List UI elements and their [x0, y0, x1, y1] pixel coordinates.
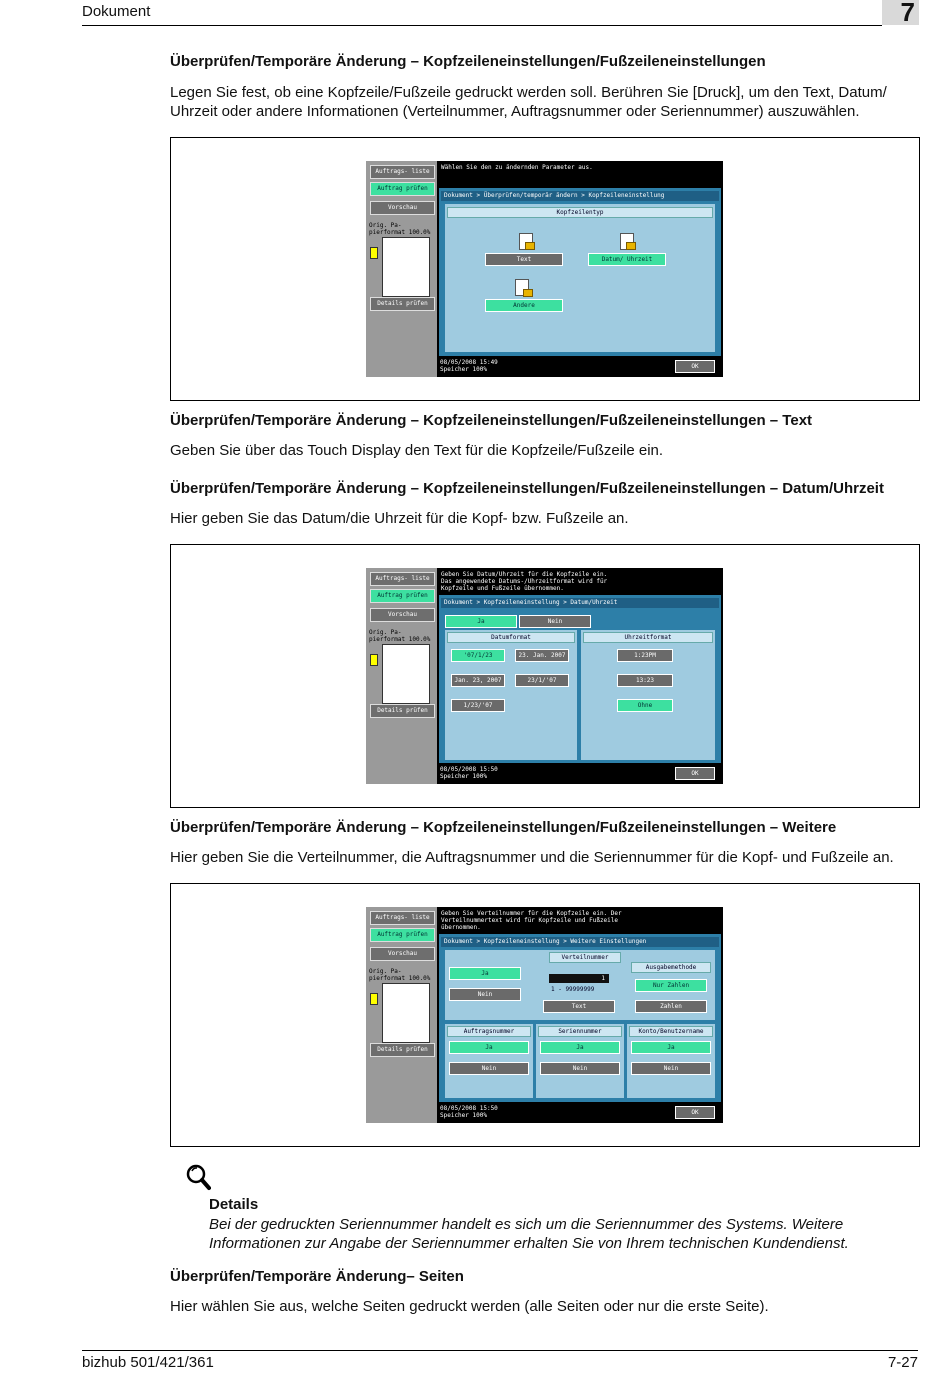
distribution-no-button[interactable]: Nein	[449, 988, 521, 1001]
account-title: Konto/Benutzername	[629, 1026, 713, 1037]
content-panel	[445, 204, 715, 352]
text-button[interactable]: Text	[543, 1000, 615, 1013]
distribution-yes-button[interactable]: Ja	[449, 967, 521, 980]
date-format-option[interactable]: 23. Jan. 2007	[515, 649, 569, 662]
date-format-option[interactable]: Jan. 23, 2007	[451, 674, 505, 687]
left-panel	[366, 161, 437, 377]
check-job-button[interactable]: Auftrag prüfen	[370, 928, 435, 942]
prefixed-numbers-button[interactable]: Zahlen	[635, 1000, 707, 1013]
page-preview	[382, 983, 430, 1043]
job-number-panel	[445, 1024, 533, 1098]
running-header-title: Dokument	[82, 3, 151, 20]
distribution-panel	[445, 950, 715, 1020]
counter-range: 1 - 99999999	[551, 986, 595, 993]
figure-frame	[170, 544, 920, 808]
section-heading: Überprüfen/Temporäre Änderung – Kopfzeileneinstellungen/Fußzeileneinstellungen – Text	[170, 412, 813, 429]
zoom-readout: Orig. Pa- pierformat 100.0%	[369, 968, 431, 982]
date-format-panel	[445, 630, 577, 760]
header-rule	[82, 25, 882, 26]
section-heading: Überprüfen/Temporäre Änderung – Kopfzeileneinstellungen/Fußzeileneinstellungen – Datum/Uhrzeit	[170, 480, 884, 497]
section-text: Hier geben Sie die Verteilnummer, die Auftragsnummer und die Seriennummer für die Kopf- und Fußzeile an.	[170, 849, 894, 866]
job-list-button[interactable]: Auftrags- liste	[370, 165, 435, 179]
preview-button[interactable]: Vorschau	[370, 201, 435, 215]
section-title: Kopfzeilentyp	[447, 207, 713, 218]
touch-screen	[366, 161, 723, 377]
check-details-button[interactable]: Details prüfen	[370, 1043, 435, 1057]
date-format-option[interactable]: 1/23/'07	[451, 699, 505, 712]
serial-number-panel	[536, 1024, 624, 1098]
details-text: Bei der gedruckten Seriennummer handelt es sich um die Seriennummer des Systems. Weitere Informationen zur Angabe der Seriennummer erhalten Sie von Ihrem technischen Kundendienst.	[209, 1216, 849, 1252]
distribution-title: Verteilnummer	[549, 952, 621, 963]
page-preview	[382, 644, 430, 704]
other-button[interactable]: Andere	[485, 299, 563, 312]
tray-icon	[370, 993, 378, 1005]
figure-frame	[170, 883, 920, 1147]
counter-display[interactable]: 1	[549, 974, 609, 983]
footer-rule	[82, 1350, 918, 1351]
date-format-option[interactable]: '07/1/23	[451, 649, 505, 662]
section-text: Hier wählen Sie aus, welche Seiten gedruckt werden (alle Seiten oder nur die erste Seite).	[170, 1298, 769, 1315]
message-bar: Geben Sie Verteilnummer für die Kopfzeile ein. Der Verteilnummertext wird für Kopfzeile und Fußzeile übernommen.	[441, 910, 622, 931]
account-no-button[interactable]: Nein	[631, 1062, 711, 1075]
check-job-button[interactable]: Auftrag prüfen	[370, 182, 435, 196]
job-number-no-button[interactable]: Nein	[449, 1062, 529, 1075]
preview-button[interactable]: Vorschau	[370, 947, 435, 961]
time-format-title: Uhrzeitformat	[583, 632, 713, 643]
status-bar: 08/05/2008 15:50 Speicher 100%	[440, 766, 498, 780]
account-panel	[627, 1024, 715, 1098]
section-text: Geben Sie über das Touch Display den Text für die Kopfzeile/Fußzeile ein.	[170, 442, 664, 459]
numbers-only-button[interactable]: Nur Zahlen	[635, 979, 707, 992]
hand-icon	[626, 242, 636, 250]
section-text-line: Uhrzeit oder andere Informationen (Verteilnummer, Auftragsnummer oder Seriennummer) auszuwählen.	[170, 103, 860, 120]
date-format-option[interactable]: 23/1/'07	[515, 674, 569, 687]
status-bar: 08/05/2008 15:50 Speicher 100%	[440, 1105, 498, 1119]
serial-number-no-button[interactable]: Nein	[540, 1062, 620, 1075]
account-yes-button[interactable]: Ja	[631, 1041, 711, 1054]
yes-button[interactable]: Ja	[445, 615, 517, 628]
check-details-button[interactable]: Details prüfen	[370, 704, 435, 718]
zoom-readout: Orig. Pa- pierformat 100.0%	[369, 222, 431, 236]
figure-frame	[170, 137, 920, 401]
message-bar: Geben Sie Datum/Uhrzeit für die Kopfzeile ein. Das angewendete Datums-/Uhrzeitformat wird für Kopfzeile und Fußzeile übernommen.	[441, 571, 608, 592]
job-list-button[interactable]: Auftrags- liste	[370, 572, 435, 586]
tray-icon	[370, 654, 378, 666]
left-panel	[366, 907, 437, 1123]
date-time-button[interactable]: Datum/ Uhrzeit	[588, 253, 666, 266]
chapter-tab	[882, 0, 919, 25]
serial-number-yes-button[interactable]: Ja	[540, 1041, 620, 1054]
touch-screen	[366, 907, 723, 1123]
time-format-option[interactable]: Ohne	[617, 699, 673, 712]
job-list-button[interactable]: Auftrags- liste	[370, 911, 435, 925]
breadcrumb: Dokument > Kopfzeileneinstellung > Weitere Einstellungen	[441, 937, 719, 947]
page-preview	[382, 237, 430, 297]
date-format-title: Datumformat	[447, 632, 575, 643]
tray-icon	[370, 247, 378, 259]
preview-button[interactable]: Vorschau	[370, 608, 435, 622]
settings-area	[439, 934, 721, 1102]
ok-button[interactable]: OK	[675, 360, 715, 373]
touch-screen	[366, 568, 723, 784]
check-details-button[interactable]: Details prüfen	[370, 297, 435, 311]
ok-button[interactable]: OK	[675, 767, 715, 780]
serial-number-title: Seriennummer	[538, 1026, 622, 1037]
details-title: Details	[209, 1196, 259, 1213]
breadcrumb: Dokument > Kopfzeileneinstellung > Datum/Uhrzeit	[441, 598, 719, 608]
time-format-option[interactable]: 1:23PM	[617, 649, 673, 662]
time-format-option[interactable]: 13:23	[617, 674, 673, 687]
time-format-panel	[581, 630, 715, 760]
section-text-line: Legen Sie fest, ob eine Kopfzeile/Fußzeile gedruckt werden soll. Berühren Sie [Druck], um den Text, Datum/	[170, 84, 887, 101]
status-bar: 08/05/2008 15:49 Speicher 100%	[440, 359, 498, 373]
no-button[interactable]: Nein	[519, 615, 591, 628]
output-method-title: Ausgabemethode	[631, 962, 711, 973]
job-number-title: Auftragsnummer	[447, 1026, 531, 1037]
footer-model: bizhub 501/421/361	[82, 1354, 214, 1371]
section-text: Hier geben Sie das Datum/die Uhrzeit für die Kopf- bzw. Fußzeile an.	[170, 510, 629, 527]
chapter-number: 7	[900, 0, 915, 27]
message-bar: Wählen Sie den zu ändernden Parameter aus.	[441, 164, 593, 171]
ok-button[interactable]: OK	[675, 1106, 715, 1119]
hand-icon	[523, 289, 533, 297]
section-heading: Überprüfen/Temporäre Änderung – Kopfzeileneinstellungen/Fußzeileneinstellungen – Weitere	[170, 819, 837, 836]
section-heading: Überprüfen/Temporäre Änderung – Kopfzeileneinstellungen/Fußzeileneinstellungen	[170, 53, 766, 70]
breadcrumb: Dokument > Überprüfen/temporär ändern > Kopfzeileneinstellung	[441, 191, 719, 201]
zoom-readout: Orig. Pa- pierformat 100.0%	[369, 629, 431, 643]
section-heading: Überprüfen/Temporäre Änderung– Seiten	[170, 1268, 464, 1285]
magnifier-icon	[185, 1163, 211, 1191]
page-number: 7-27	[887, 1354, 918, 1371]
job-number-yes-button[interactable]: Ja	[449, 1041, 529, 1054]
left-panel	[366, 568, 437, 784]
settings-area	[439, 595, 721, 763]
hand-icon	[525, 242, 535, 250]
check-job-button[interactable]: Auftrag prüfen	[370, 589, 435, 603]
text-button[interactable]: Text	[485, 253, 563, 266]
settings-area	[439, 188, 721, 356]
